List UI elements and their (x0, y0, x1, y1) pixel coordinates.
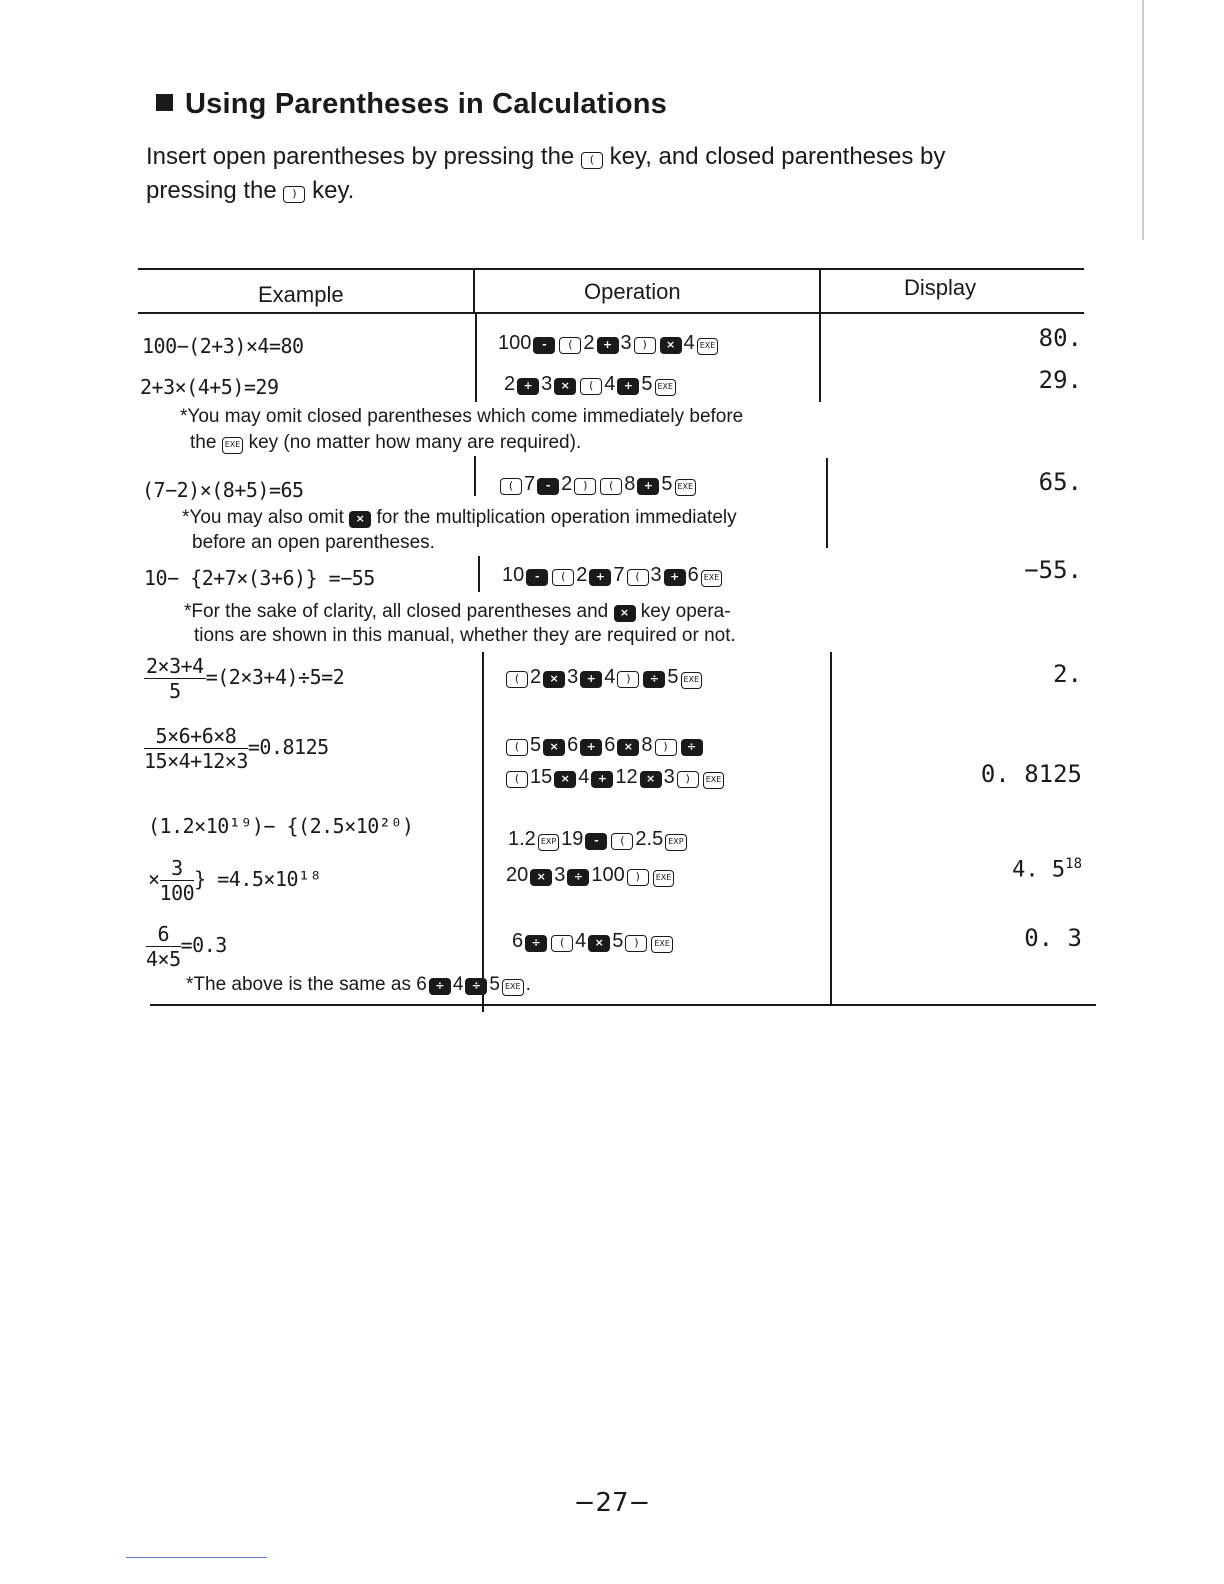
keystroke-text: 15 (530, 766, 553, 788)
keystroke-text: 3 (663, 766, 675, 788)
keystroke-text: 5 (530, 734, 542, 756)
divide-key-icon: ÷ (525, 935, 547, 952)
keystroke-text: 3 (650, 564, 662, 586)
example-r5: $\frac{2\times 3+4}{5}$ =(2×3+4)÷5=2 (146, 654, 345, 703)
keystroke-text: 5 (661, 473, 673, 495)
close-paren-key-icon: ) (627, 869, 649, 886)
plus-key-icon: + (664, 569, 686, 586)
display-r6: 0. 8125 (980, 760, 1082, 788)
minus-key-icon: - (533, 337, 555, 354)
keystroke-text: 12 (615, 766, 638, 788)
open-paren-key-icon: ( (551, 935, 573, 952)
exe-key-icon: EXE (222, 437, 244, 454)
keystroke-text: 100 (498, 332, 532, 354)
keystroke-text: 6 (687, 564, 699, 586)
keystroke-text: 5 (612, 930, 624, 952)
keystroke-text: 7 (524, 473, 536, 495)
exe-key-icon: EXE (675, 479, 697, 496)
display-r7: 4. $5^{18}$ (1012, 856, 1082, 883)
divide-key-icon: ÷ (681, 739, 703, 756)
operation-r6-line-2 (504, 766, 726, 789)
example-r4: 10− {2+7×(3+6)} =−55 (144, 566, 375, 590)
page-number: −27− (573, 1488, 651, 1518)
keystroke-text: 3 (567, 666, 579, 688)
plus-key-icon: + (580, 739, 602, 756)
open-paren-key-icon: ( (552, 569, 574, 586)
keystroke-text: 3 (620, 332, 632, 354)
keystroke-text: 4 (604, 666, 616, 688)
exp-key-icon: EXP (665, 834, 686, 851)
keystroke-text: 4 (575, 930, 587, 952)
header-display: Display (904, 275, 977, 300)
multiply-key-icon: × (640, 771, 662, 788)
keystroke-text: 20 (506, 864, 529, 886)
keystroke-text: 100 (591, 864, 625, 886)
operation-r5 (504, 666, 704, 689)
keystroke-text: 8 (641, 734, 653, 756)
keystroke-text: 4 (604, 373, 616, 395)
exe-key-icon: EXE (653, 870, 675, 887)
open-paren-key-icon: ( (581, 152, 603, 169)
note-2-line-2: before an open parentheses. (192, 532, 435, 553)
column-divider-1a (475, 314, 477, 402)
close-paren-key-icon: ) (655, 739, 677, 756)
exe-key-icon: EXE (701, 570, 723, 587)
keystroke-text: 2.5 (635, 828, 664, 850)
keystroke-text: 6 (567, 734, 579, 756)
plus-key-icon: + (597, 337, 619, 354)
display-r3: 65. (1038, 468, 1082, 496)
keystroke-text: 7 (613, 564, 625, 586)
open-paren-key-icon: ( (580, 378, 602, 395)
example-r1: 100−(2+3)×4=80 (142, 334, 304, 358)
header-example: Example (258, 282, 344, 307)
exe-key-icon: EXE (703, 772, 725, 789)
page-edge (1142, 0, 1144, 240)
operation-r1 (498, 332, 720, 355)
close-paren-key-icon: ) (617, 671, 639, 688)
operation-r3 (498, 473, 698, 496)
exp-key-icon: EXP (538, 834, 559, 851)
divide-key-icon: ÷ (465, 978, 487, 995)
exe-key-icon: EXE (651, 936, 673, 953)
note-3-line-1: *For the sake of clarity, all closed parentheses and × key opera- (184, 601, 731, 622)
minus-key-icon: - (537, 478, 559, 495)
display-r5: 2. (1053, 660, 1082, 688)
multiply-key-icon: × (530, 869, 552, 886)
close-paren-key-icon: ) (625, 935, 647, 952)
display-r8: 0. 3 (1024, 924, 1082, 952)
keystroke-text: 5 (641, 373, 653, 395)
exe-key-icon: EXE (655, 379, 677, 396)
display-r2: 29. (1038, 366, 1082, 394)
keystroke-text: 4 (683, 332, 695, 354)
section-title: Using Parentheses in Calculations (156, 88, 667, 121)
multiply-key-icon: × (660, 337, 682, 354)
intro-line-2: pressing the ) key. (146, 177, 355, 204)
open-paren-key-icon: ( (627, 569, 649, 586)
open-paren-key-icon: ( (600, 478, 622, 495)
keystroke-text: 8 (624, 473, 636, 495)
example-r2: 2+3×(4+5)=29 (140, 375, 279, 399)
minus-key-icon: - (526, 569, 548, 586)
plus-key-icon: + (517, 378, 539, 395)
exe-key-icon: EXE (697, 338, 719, 355)
divide-key-icon: ÷ (429, 978, 451, 995)
footer-rule (126, 1557, 267, 1558)
operation-r2 (504, 373, 678, 396)
minus-key-icon: - (585, 833, 607, 850)
column-divider-1b (474, 456, 476, 496)
close-paren-key-icon: ) (634, 337, 656, 354)
keystroke-text: . (525, 974, 531, 995)
plus-key-icon: + (580, 671, 602, 688)
operation-r7-line-2 (506, 864, 676, 887)
close-paren-key-icon: ) (574, 478, 596, 495)
column-divider-2b (826, 458, 828, 548)
intro-line-1: Insert open parentheses by pressing the ( key, and closed parentheses by (146, 143, 946, 170)
exe-key-icon: EXE (681, 672, 703, 689)
header-operation: Operation (584, 279, 681, 304)
multiply-key-icon: × (554, 378, 576, 395)
keystroke-text: 3 (554, 864, 566, 886)
multiply-key-icon: × (617, 739, 639, 756)
column-divider-1c (478, 556, 480, 592)
column-divider-1d (482, 652, 484, 1012)
multiply-key-icon: × (614, 605, 636, 622)
open-paren-key-icon: ( (500, 478, 522, 495)
open-paren-key-icon: ( (611, 833, 633, 850)
plus-key-icon: + (617, 378, 639, 395)
multiply-key-icon: × (543, 671, 565, 688)
operation-r7-line-1 (508, 828, 689, 851)
keystroke-text: 2 (576, 564, 588, 586)
keystroke-text: 6 (512, 930, 524, 952)
keystroke-text: 2 (583, 332, 595, 354)
operation-r6-line-1 (504, 734, 705, 757)
column-divider-2c (830, 652, 832, 1004)
display-r4: −55. (1024, 556, 1082, 584)
divide-key-icon: ÷ (567, 869, 589, 886)
open-paren-key-icon: ( (506, 671, 528, 688)
example-r6: $\frac{5\times 6+6\times 8}{15\times 4+12\times 3}$ =0.8125 (144, 724, 329, 773)
table-header-rule (138, 312, 1084, 314)
keystroke-text: 10 (502, 564, 525, 586)
table-top-rule (138, 268, 1084, 270)
note-4 (186, 972, 531, 997)
operation-r8 (512, 930, 675, 953)
keystroke-text: 4 (578, 766, 590, 788)
multiply-key-icon: × (349, 511, 371, 528)
open-paren-key-icon: ( (506, 739, 528, 756)
multiply-key-icon: × (554, 771, 576, 788)
plus-key-icon: + (637, 478, 659, 495)
header-divider-1 (473, 268, 475, 314)
note-1-line-1: *You may omit closed parentheses which come immediately before (180, 406, 744, 427)
keystroke-text: 2 (561, 473, 573, 495)
multiply-key-icon: × (588, 935, 610, 952)
note-2-line-1: *You may also omit × for the multiplication operation immediately (182, 507, 737, 528)
plus-key-icon: + (591, 771, 613, 788)
open-paren-key-icon: ( (506, 771, 528, 788)
column-divider-2a (819, 268, 821, 402)
table-bottom-rule (150, 1004, 1096, 1006)
note-3-line-2: tions are shown in this manual, whether they are required or not. (194, 625, 736, 646)
multiply-key-icon: × (543, 739, 565, 756)
keystroke-text: 19 (561, 828, 584, 850)
open-paren-key-icon: ( (559, 337, 581, 354)
keystroke-text: 6 (604, 734, 616, 756)
operation-r4 (502, 564, 724, 587)
keystroke-text: 5 (667, 666, 679, 688)
plus-key-icon: + (589, 569, 611, 586)
divide-key-icon: ÷ (643, 671, 665, 688)
example-r8: $\frac{6}{4\times 5}$ =0.3 (146, 922, 227, 971)
keystroke-text: 4 (452, 974, 464, 995)
example-r7-line-2: × $\frac{3}{100}$ } =4.5×10¹⁸ (148, 856, 322, 905)
example-r7-line-1: (1.2×10¹⁹)− {(2.5×10²⁰) (148, 814, 414, 838)
close-paren-key-icon: ) (283, 186, 305, 203)
display-r1: 80. (1038, 324, 1082, 352)
keystroke-text: 1.2 (508, 828, 536, 850)
keystroke-text: 2 (504, 373, 516, 395)
note-1-line-2: the EXE key (no matter how many are required). (190, 432, 582, 453)
keystroke-text: 3 (541, 373, 553, 395)
keystroke-text: 5 (489, 974, 500, 995)
exe-key-icon: EXE (502, 979, 524, 996)
keystroke-text: 2 (530, 666, 542, 688)
close-paren-key-icon: ) (677, 771, 699, 788)
example-r3: (7−2)×(8+5)=65 (142, 478, 304, 502)
keystroke-text: *The above is the same as 6 (186, 974, 427, 995)
square-bullet-icon (156, 94, 173, 111)
